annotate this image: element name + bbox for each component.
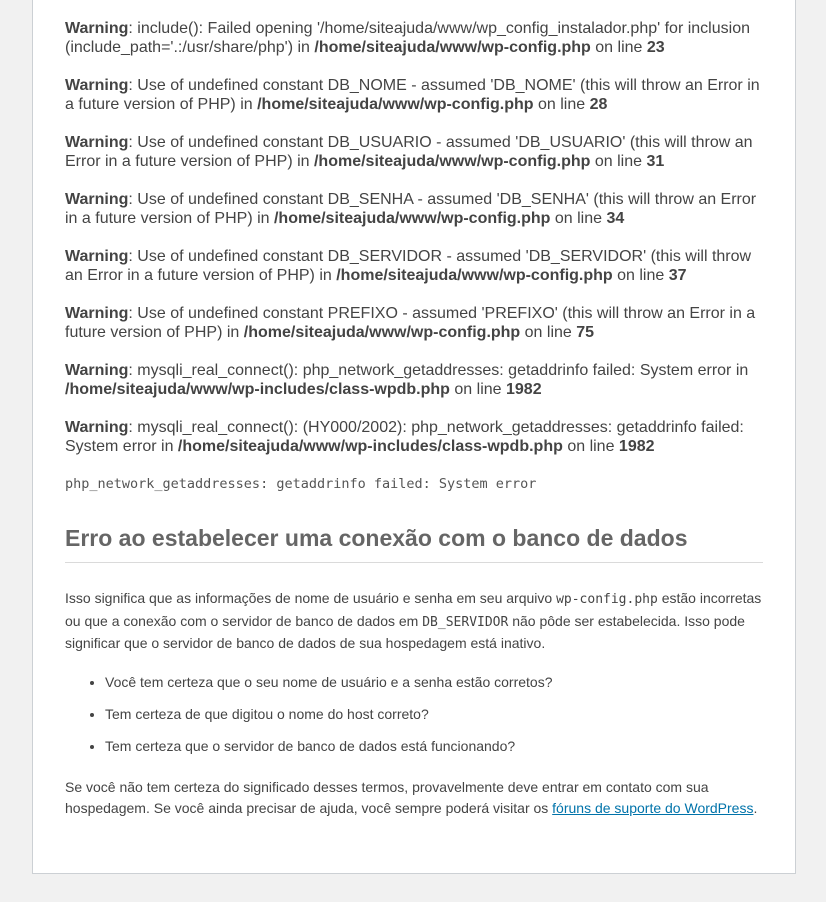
php-warning: Warning: mysqli_real_connect(): php_network_getaddresses: getaddrinfo failed: System error in /home/siteajuda/www/wp-includes/class-wpdb.php on line 1982 bbox=[65, 362, 749, 398]
list-item: • Tem certeza de que digitou o nome do host correto? bbox=[105, 705, 763, 723]
raw-error-message: php_network_getaddresses: getaddrinfo failed: System error bbox=[65, 476, 537, 492]
warnings-list bbox=[65, 19, 763, 456]
php-warning: Warning: Use of undefined constant PREFIXO - assumed 'PREFIXO' (this will throw an Error in a future version of PHP) in /home/siteajuda/www/wp-config.php on line 75 bbox=[65, 305, 756, 341]
php-warning: Warning: Use of undefined constant DB_SENHA - assumed 'DB_SENHA' (this will throw an Error in a future version of PHP) in /home/siteajuda/www/wp-config.php on line 34 bbox=[65, 191, 757, 227]
php-warning: Warning: mysqli_real_connect(): (HY000/2002): php_network_getaddresses: getaddrinfo failed: System error in /home/siteajuda/www/wp-includes/class-wpdb.php on line 1982 bbox=[65, 419, 744, 455]
help-paragraph: Se você não tem certeza do significado desses termos, provavelmente deve entrar em contato com sua hospedagem. Se você ainda precisar de ajuda, você sempre poderá visitar os fóruns de suporte do WordPress. bbox=[65, 778, 758, 816]
config-file-code: wp-config.php bbox=[556, 592, 658, 607]
error-explanation: Isso significa que as informações de nome de usuário e senha em seu arquivo wp-config.php estão incorretas ou que a conexão com o servidor de banco de dados em DB_SERVIDOR não pôde ser estabelecida. Isso pode significar que o servidor de banco de dados de sua hospedagem está inativo. bbox=[65, 590, 762, 651]
checklist bbox=[65, 673, 763, 755]
error-page-panel bbox=[32, 0, 796, 874]
php-warning: Warning: include(): Failed opening '/home/siteajuda/www/wp_config_instalador.php' for inclusion (include_path='.:/usr/share/php') in /home/siteajuda/www/wp-config.php on line 23 bbox=[65, 20, 750, 56]
page-title: Erro ao estabelecer uma conexão com o banco de dados bbox=[65, 525, 763, 563]
list-item: • Você tem certeza que o seu nome de usuário e a senha estão corretos? bbox=[105, 673, 763, 691]
db-host-code: DB_SERVIDOR bbox=[422, 614, 509, 630]
support-forum-link[interactable]: fóruns de suporte do WordPress bbox=[552, 800, 754, 816]
list-item: • Tem certeza que o servidor de banco de dados está funcionando? bbox=[105, 737, 763, 755]
php-warning: Warning: Use of undefined constant DB_SERVIDOR - assumed 'DB_SERVIDOR' (this will throw an Error in a future version of PHP) in /home/siteajuda/www/wp-config.php on line 37 bbox=[65, 248, 752, 284]
php-warning: Warning: Use of undefined constant DB_NOME - assumed 'DB_NOME' (this will throw an Error in a future version of PHP) in /home/siteajuda/www/wp-config.php on line 28 bbox=[65, 77, 760, 113]
php-warning: Warning: Use of undefined constant DB_USUARIO - assumed 'DB_USUARIO' (this will throw an Error in a future version of PHP) in /home/siteajuda/www/wp-config.php on line 31 bbox=[65, 134, 753, 170]
